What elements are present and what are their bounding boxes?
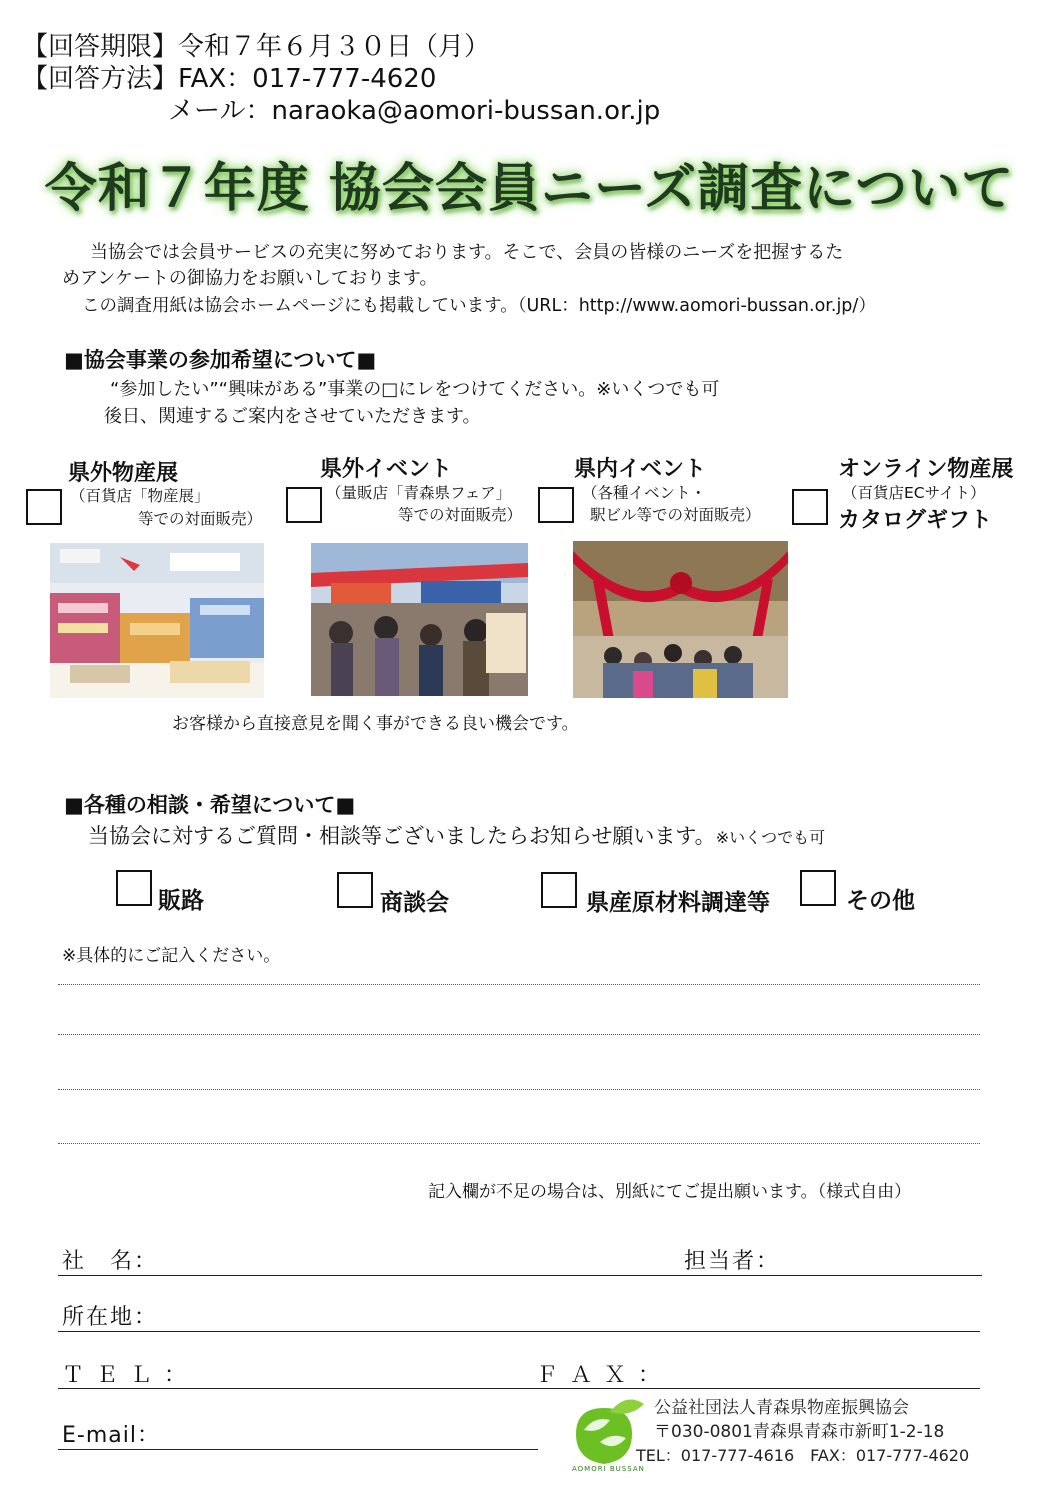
logo-text: AOMORI BUSSAN [572,1465,645,1473]
answer-line-2[interactable] [58,1034,980,1035]
address-label: 所在地： [62,1305,159,1330]
section2-heading: ■各種の相談・希望について■ [64,793,356,817]
category-title-4: オンライン物産展 [838,457,1014,482]
deadline-value: 令和７年６月３０日（月） [178,32,491,62]
event-crowd-image [311,543,528,696]
footer-tel: TEL：017-777-4616 [636,1446,795,1465]
choice-label-3: 県産原材料調達等 [586,890,770,916]
store-interior-image [50,543,264,698]
intro-line-3: この調査用紙は協会ホームページにも掲載しています。（URL：http://www.aomori-bussan.or.jp/） [82,296,876,316]
category-sub-4a: （百貨店ECサイト） [842,484,986,502]
contact-person-label: 担当者： [684,1249,781,1274]
answer-line-3[interactable] [58,1089,980,1090]
deadline-label: 【回答期限】 [22,32,179,62]
checkbox-online-bussan[interactable] [792,489,828,525]
category-title-3: 県内イベント [574,457,707,482]
extra-sheet-note: 記入欄が不足の場合は、別紙にてご提出願います。（様式自由） [428,1182,912,1202]
footer-fax: FAX：017-777-4620 [810,1446,970,1465]
hall-event-image [573,541,788,698]
intro-line-2: めアンケートの御協力をお願いしております。 [62,268,438,289]
method-fax: FAX：017-777-4620 [178,64,437,94]
photo-kengai-bussan [50,543,264,698]
email-field-line[interactable] [58,1449,538,1450]
deadline-line [22,32,490,62]
company-label: 社 名： [62,1249,159,1274]
checkbox-genzairyo[interactable] [541,872,577,908]
category-sub-4b: カタログギフト [838,508,993,533]
section2-instruction: 当協会に対するご質問・相談等ございましたらお知らせ願います。 [88,824,716,848]
page-title: 令和７年度 協会会員ニーズ調査について [44,159,1015,219]
photo-kennai-event [573,541,788,698]
checkbox-sonota[interactable] [800,870,836,906]
choice-label-4: その他 [846,888,915,914]
method-line [22,64,436,94]
section1-instruction-1: “参加したい”“興味がある”事業の□にレをつけてください。※いくつでも可 [110,379,720,400]
choice-label-1: 販路 [158,888,204,914]
section1-instruction-2: 後日、関連するご案内をさせていただきます。 [104,406,481,427]
intro-line-1: 当協会では会員サービスの充実に努めております。そこで、会員の皆様のニーズを把握するた [90,242,844,263]
section2-instruction-line [88,820,825,850]
tel-label: ＴＥＬ： [62,1363,199,1388]
category-sub-2a: （量販店「青森県フェア」 [326,484,512,502]
tel-fax-field-line[interactable] [58,1388,980,1389]
section1-heading: ■協会事業の参加希望について■ [64,348,377,372]
checkbox-hanro[interactable] [116,870,152,906]
checkbox-kennai-event[interactable] [538,487,574,523]
category-sub-1b: 等での対面販売） [138,510,263,528]
method-mail: メール：naraoka@aomori-bussan.or.jp [168,96,661,126]
address-field-line[interactable] [58,1331,980,1332]
footer-address: 〒030-0801青森県青森市新町1-2-18 [654,1422,945,1442]
answer-line-1[interactable] [58,984,980,985]
photo-kengai-event [311,543,528,696]
section2-instruction-note: ※いくつでも可 [715,828,826,847]
footer-contact [636,1444,969,1468]
category-sub-3b: 駅ビル等での対面販売） [590,506,761,524]
category-sub-2b: 等での対面販売） [398,506,523,524]
category-sub-3a: （各種イベント・ [582,484,707,502]
category-title-1: 県外物産展 [68,461,179,486]
section1-caption: お客様から直接意見を聞く事ができる良い機会です。 [172,714,579,734]
method-label: 【回答方法】 [22,64,179,94]
checkbox-kengai-event[interactable] [286,487,322,523]
category-title-2: 県外イベント [320,457,453,482]
fax-label: ＦＡＸ： [536,1363,673,1388]
company-field-line[interactable] [58,1275,982,1276]
choice-label-2: 商談会 [380,890,449,916]
footer-org: 公益社団法人青森県物産振興協会 [654,1398,909,1418]
checkbox-kengai-bussan[interactable] [26,489,62,525]
detail-prompt: ※具体的にご記入ください。 [62,946,281,966]
answer-line-4[interactable] [58,1143,980,1144]
checkbox-shodankai[interactable] [337,872,373,908]
category-sub-1a: （百貨店「物産展」 [70,487,210,505]
email-label: E-mail： [62,1423,160,1448]
